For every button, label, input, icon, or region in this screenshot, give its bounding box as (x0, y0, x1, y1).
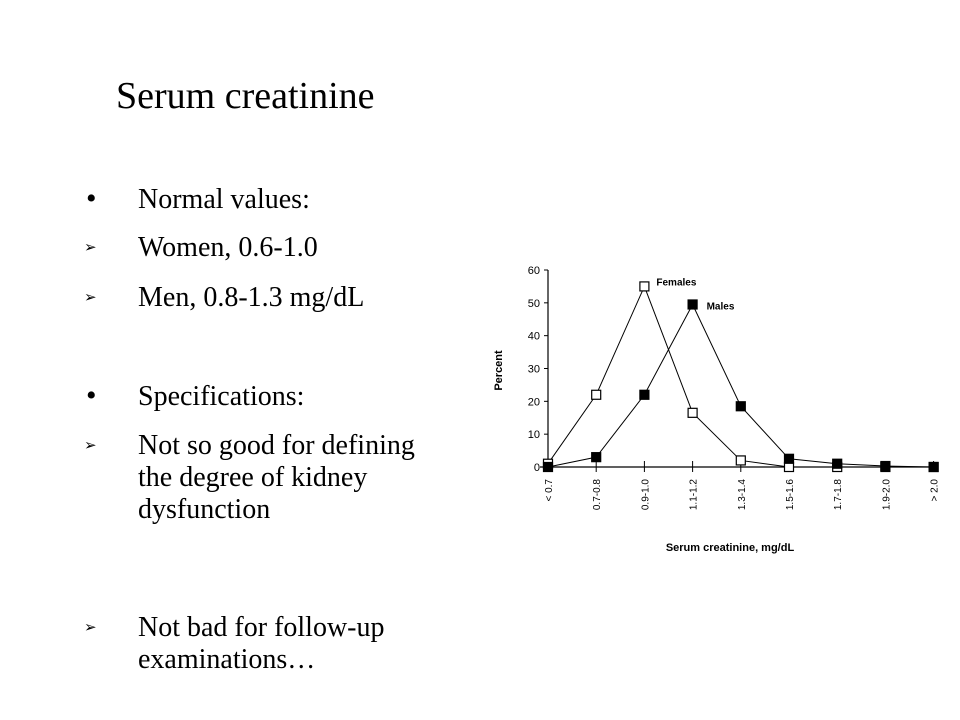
x-axis-label: Serum creatinine, mg/dL (665, 542, 795, 554)
bullet-dot-icon: • (86, 379, 97, 412)
data-point-females (688, 408, 697, 417)
legend-label-males: Males (706, 301, 735, 313)
arrow-bullet-icon: ➢ (84, 438, 97, 454)
slide-title: Serum creatinine (116, 75, 375, 117)
series-line-females (548, 286, 934, 467)
bullet-text: Normal values: (138, 184, 310, 215)
x-tick-label: 1.7-1.8 (833, 479, 845, 511)
y-tick-label: 0 (533, 462, 540, 474)
y-tick-label: 50 (527, 297, 540, 310)
bullet-text: Not bad for follow-up examinations… (138, 612, 385, 675)
x-tick-label: 1.5-1.6 (785, 479, 796, 511)
data-point-males (544, 463, 553, 472)
arrow-bullet-icon: ➢ (84, 240, 97, 256)
y-tick-label: 10 (527, 429, 540, 442)
data-point-males (833, 459, 842, 468)
data-point-females (640, 282, 649, 291)
legend-label-females: Females (656, 277, 697, 289)
data-point-males (736, 402, 745, 411)
x-tick-label: 1.3-1.4 (736, 479, 748, 511)
data-point-males (881, 462, 890, 471)
creatinine-chart (480, 250, 945, 560)
data-point-females (736, 456, 745, 465)
arrow-bullet-icon: ➢ (84, 290, 97, 306)
x-tick-label: 0.7-0.8 (592, 479, 604, 511)
data-point-males (785, 454, 794, 463)
data-point-males (640, 390, 649, 399)
y-tick-label: 30 (527, 363, 540, 376)
bullet-text: Specifications: (138, 381, 305, 412)
series-line-males (548, 304, 934, 467)
bullet-dot-icon: • (86, 182, 97, 215)
bullet-text: Women, 0.6-1.0 (138, 232, 318, 263)
y-tick-label: 40 (527, 330, 540, 343)
data-point-males (929, 463, 938, 472)
arrow-bullet-icon: ➢ (84, 620, 97, 636)
data-point-males (592, 453, 601, 462)
y-tick-label: 20 (527, 396, 540, 409)
y-axis-label: Percent (493, 350, 505, 391)
x-tick-label: 1.1-1.2 (688, 479, 700, 511)
bullet-text: Not so good for defining the degree of kidney dysfunction (138, 430, 415, 525)
bullet-text: Men, 0.8-1.3 mg/dL (138, 282, 365, 313)
data-point-males (688, 300, 697, 309)
x-tick-label: > 2.0 (929, 479, 941, 502)
data-point-females (592, 390, 601, 399)
x-tick-label: 0.9-1.0 (640, 479, 652, 511)
y-tick-label: 60 (527, 265, 540, 277)
x-tick-label: < 0.7 (544, 479, 555, 502)
x-tick-label: 1.9-2.0 (881, 479, 893, 511)
